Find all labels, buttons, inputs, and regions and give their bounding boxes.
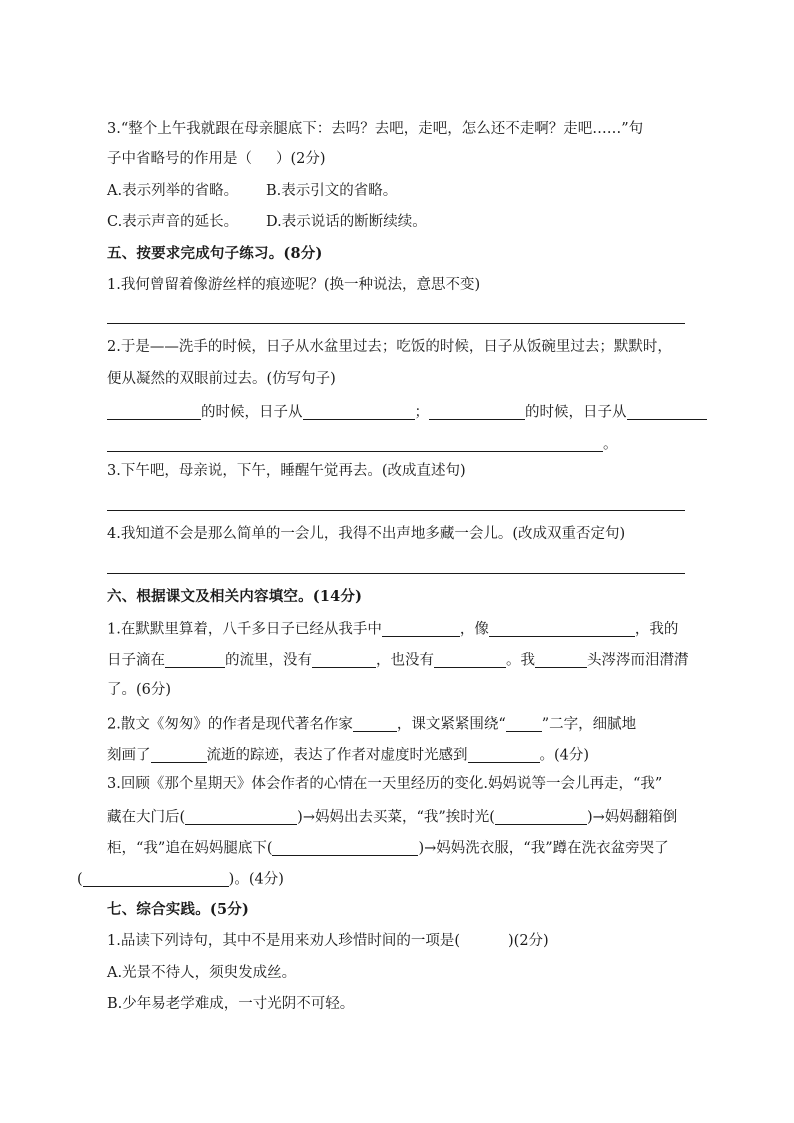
blank[interactable]	[312, 652, 376, 668]
s5-q1: 1.我何曾留着像游丝样的痕迹呢？(换一种说法，意思不变)	[107, 277, 481, 293]
s6-q2-text: 2.散文《匆匆》的作者是现代著名作家	[107, 716, 353, 733]
q4-3-line1: 3.“整个上午我就跟在母亲腿底下：去吗？去吧，走吧，怎么还不走啊？走吧……”句	[107, 121, 644, 137]
blank[interactable]	[165, 652, 225, 668]
blank[interactable]	[151, 747, 207, 763]
s5-q2-fill-line2	[107, 436, 618, 452]
s6-q3-line4	[77, 871, 284, 887]
blank[interactable]	[382, 621, 460, 637]
option-d: D.表示说话的断断续续。	[266, 214, 427, 230]
answer-line-s5-q1[interactable]	[107, 323, 685, 324]
s6-q3-text: 藏在大门后(	[107, 809, 186, 826]
s6-q3-line2	[107, 809, 677, 825]
blank[interactable]	[429, 404, 525, 420]
q4-3-points: ）(2分)	[276, 151, 326, 167]
s5-q2-text: 的时候，日子从	[201, 404, 303, 421]
blank[interactable]	[353, 716, 397, 732]
s6-q1-line2	[107, 652, 689, 668]
s6-q3-text: )。(4分)	[228, 871, 284, 888]
section-7-title: 七、综合实践。(5分)	[107, 901, 250, 918]
option-b: B.表示引文的省略。	[266, 183, 398, 199]
blank[interactable]	[83, 871, 229, 887]
s6-q3-text: )→妈妈洗衣服，“我”蹲在洗衣盆旁哭了	[418, 840, 669, 857]
s5-q2-end: 。	[603, 436, 618, 453]
s7-option-b: B.少年易老学难成，一寸光阴不可轻。	[107, 996, 355, 1012]
blank[interactable]	[506, 716, 542, 732]
s6-q2-line1	[107, 716, 636, 732]
blank[interactable]	[627, 404, 707, 420]
section-6-title: 六、根据课文及相关内容填空。(14分)	[107, 588, 363, 605]
s6-q2-text: 。(4分)	[539, 747, 590, 764]
s6-q3-text: )→妈妈出去买菜，“我”挨时光(	[297, 809, 495, 826]
answer-line-s5-q3[interactable]	[107, 510, 685, 511]
answer-line-s5-q4[interactable]	[107, 573, 685, 574]
s7-q1-points: )(2分)	[508, 933, 549, 949]
blank[interactable]	[272, 840, 418, 856]
blank[interactable]	[107, 404, 201, 420]
s6-q2-text: ，课文紧紧围绕“	[396, 716, 506, 733]
s6-q3-text: (	[77, 871, 83, 888]
s6-q3-line3	[107, 840, 669, 856]
section-5-title: 五、按要求完成句子练习。(8分)	[107, 245, 323, 262]
s6-q1-text: 日子滴在	[107, 652, 165, 669]
q4-3-stem: 子中省略号的作用是（	[107, 151, 252, 167]
s5-q4: 4.我知道不会是那么简单的一会儿，我得不出声地多藏一会儿。(改成双重否定句)	[107, 526, 626, 542]
s7-option-a: A.光景不待人，须臾发成丝。	[107, 965, 297, 981]
blank[interactable]	[107, 436, 603, 452]
blank[interactable]	[468, 747, 540, 763]
s5-q2-fill-line	[107, 404, 707, 420]
s5-q2-line1: 2.于是——洗手的时候，日子从水盆里过去；吃饭的时候，日子从饭碗里过去；默默时，	[107, 339, 672, 355]
s6-q3-text: 柜，“我”追在妈妈腿底下(	[107, 840, 273, 857]
blank[interactable]	[185, 809, 297, 825]
blank[interactable]	[434, 652, 506, 668]
s5-q2-sep: ；	[414, 404, 429, 421]
s6-q1-text: ，也没有	[376, 652, 434, 669]
blank[interactable]	[535, 652, 587, 668]
blank[interactable]	[489, 621, 635, 637]
s6-q1-text: 头涔涔而泪潸潸	[587, 652, 689, 669]
s6-q1-text: 。我	[506, 652, 535, 669]
s6-q1-line1	[107, 621, 678, 637]
s5-q2-line2: 便从凝然的双眼前过去。(仿写句子)	[107, 371, 336, 387]
q4-3-line2	[107, 152, 326, 167]
s6-q1-text: 的流里，没有	[225, 652, 312, 669]
s6-q2-text: 流逝的踪迹，表达了作者对虚度时光感到	[206, 747, 468, 764]
s6-q1-text: 1.在默默里算着，八千多日子已经从我手中	[107, 621, 382, 638]
s5-q2-text: 的时候，日子从	[525, 404, 627, 421]
s6-q1-text: ，我的	[634, 621, 679, 638]
s6-q2-text: 刻画了	[107, 747, 151, 764]
s5-q3: 3.下午吧，母亲说，下午，睡醒午觉再去。(改成直述句)	[107, 463, 466, 479]
s6-q1-line3: 了。(6分)	[107, 682, 172, 698]
s6-q3-line1: 3.回顾《那个星期天》体会作者的心情在一天里经历的变化.妈妈说等一会儿再走，“我”	[107, 776, 663, 792]
blank[interactable]	[303, 404, 415, 420]
option-c: C.表示声音的延长。	[107, 214, 239, 230]
s7-q1-stem: 1.品读下列诗句，其中不是用来劝人珍惜时间的一项是(	[107, 933, 460, 949]
s6-q2-line2	[107, 747, 589, 763]
s6-q3-text: )→妈妈翻箱倒	[586, 809, 678, 826]
blank[interactable]	[495, 809, 587, 825]
s6-q2-text: ”二字，细腻地	[541, 716, 637, 733]
s7-q1	[107, 934, 549, 949]
option-a: A.表示列举的省略。	[107, 183, 239, 199]
s6-q1-text: ，像	[459, 621, 489, 638]
